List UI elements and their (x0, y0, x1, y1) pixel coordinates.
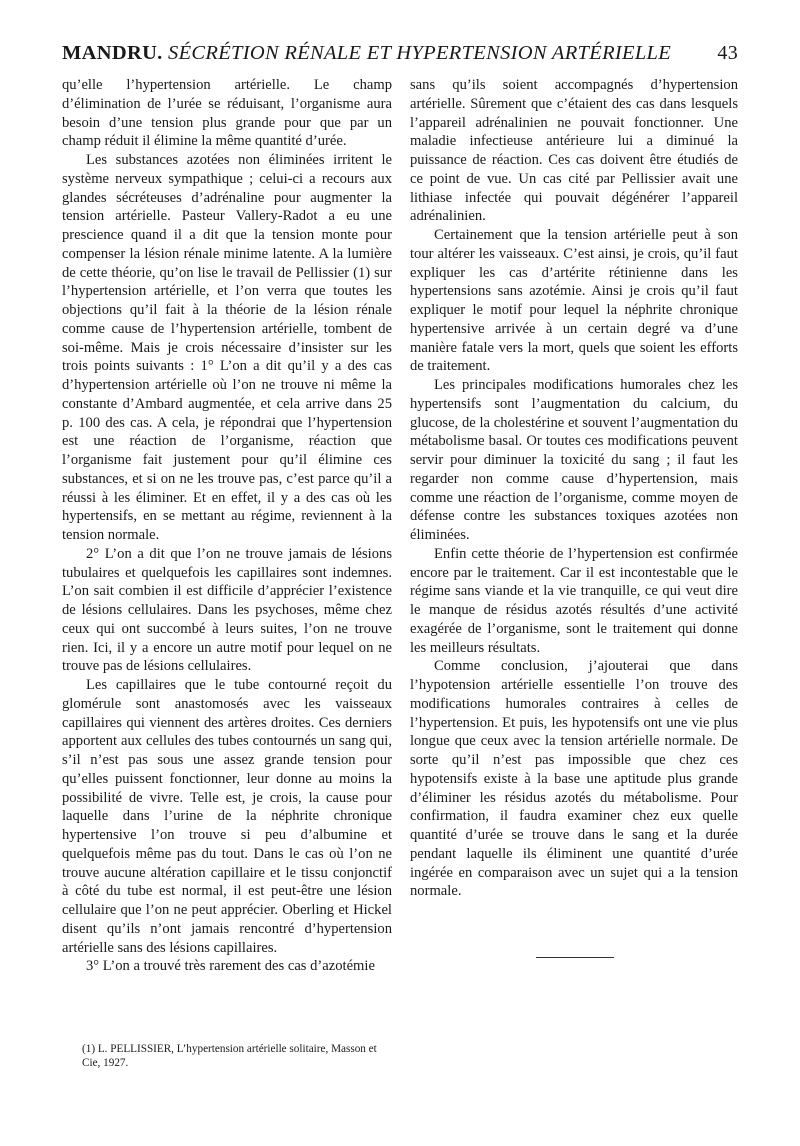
paragraph: Les principales modifications humorales chez les hypertensifs sont l’augmentation du calcium, du glucose, de la cholestérine et souvent l’augmentation du métabolisme basal. Or toutes ces modifications peuvent servir pour diminuer la toxicité du sang ; il faut les regarder non comme cause d’hypertension, mais comme une réaction de l’organisme, comme moyen de défense contre les substances toxiques azotées non éliminées. (410, 377, 738, 543)
paragraph: Enfin cette théorie de l’hypertension est confirmée encore par le traitement. Car il est incontestable que le régime sans viande et la vie tranquille, ce qui veut dire le manque de résidus azotés résultés d’une activité exagérée de l’organisme, sont le traitement qui donne les meilleurs résultats. (410, 545, 738, 656)
left-column (62, 76, 392, 976)
paragraph: Les substances azotées non éliminées irritent le système nerveux sympathique ; celui-ci a recours aux glandes sécréteuses d’adrénaline pour augmenter la tension artérielle. Pasteur Vallery-Radot a eu une prescience quand il a dit que la tension monte pour compenser la lésion rénale minime latente. A la lumière de cette théorie, qu’on lise le travail de Pellissier (1) sur l’hypertension artérielle, et l’on verra que toutes les objections qu’il fait à la théorie de la lésion rénale comme cause de l’hypertension artérielle, tombent de soi-même. Mais je crois nécessaire d’insister sur les trois points suivants : 1° L’on a dit qu’il y a des cas d’hypertension artérielle où l’on ne trouve ni même la constante d’Ambard augmentée, et cela arrive dans 25 p. 100 des cas. A cela, je répondrai que l’hypertension est une réaction de l’organisme, réaction que l’organisme fait justement pour qu’il élimine ces substances, et si on ne les trouve pas, c’est parce qu’il a réussi à les éliminer. Et en effet, il y a des cas où les hypertensifs, en se mettant au régime, reviennent à la tension normale. (62, 152, 392, 543)
paragraph: 2° L’on a dit que l’on ne trouve jamais de lésions tubulaires et quelquefois les capillaires sont indemnes. L’on sait combien il est difficile d’apprécier l’existence de lésions cellulaires. Dans les psychoses, même chez ceux qui ont succombé à leurs suites, l’on ne trouve rien. Ici, il y a encore un autre motif pour lequel on ne trouve pas de lésions cellulaires. (62, 545, 392, 675)
page-number: 43 (717, 42, 738, 64)
header-author: MANDRU. (62, 42, 163, 64)
header-title: SÉCRÉTION RÉNALE ET HYPERTENSION ARTÉRIELLE (168, 42, 672, 64)
right-column (410, 76, 738, 901)
running-header (62, 42, 738, 65)
paragraph: qu’elle l’hypertension artérielle. Le champ d’élimination de l’urée se réduisant, l’organisme aura besoin d’une tension plus grande pour que par un champ réduit il élimine la même quantité d’urée. (62, 77, 392, 150)
footnote: (1) L. PELLISSIER, L’hypertension artérielle solitaire, Masson et Cie, 1927. (82, 1043, 377, 1069)
paragraph: 3° L’on a trouvé très rarement des cas d’azotémie (86, 958, 375, 975)
paragraph: sans qu’ils soient accompagnés d’hypertension artérielle. Sûrement que c’étaient des cas dans lesquels l’appareil adrénalinien ne pouvait fonctionner. Une maladie infectieuse antérieure lui a diminué la puissance de réaction. Ces cas doivent être étudiés de ce point de vue. Un cas cité par Pellissier avait une lithiase infectée qui pouvait dégénérer l’appareil adrénalinien. (410, 77, 738, 225)
running-header-text (62, 42, 671, 65)
paragraph: Comme conclusion, j’ajouterai que dans l’hypotension artérielle essentielle l’on trouve des modifications humorales contraires à celles de l’hypertension. Et puis, les hypotensifs ont une vie plus longue que ceux avec la tension artérielle normale. De sorte qu’il n’est pas impossible que chez ces hypotensifs existe à la base une aptitude plus grande d’éliminer les résidus azotés du métabolisme. Pour confirmation, il faudra examiner chez eux quelle quantité d’urée se trouve dans le sang et la durée pendant laquelle ils éliminent une quantité d’urée ingérée en comparaison avec un sujet qui a la tension normale. (410, 658, 738, 900)
section-divider (536, 957, 614, 958)
paragraph: Certainement que la tension artérielle peut à son tour altérer les vaisseaux. C’est ainsi, je crois, qu’il faut expliquer les cas d’artérite rétinienne dans les hypertensions sans azotémie. Ainsi je crois qu’il faut expliquer le motif pour lequel la néphrite chronique hypertensive arrivée à un certain degré va d’une manière fatale vers la mort, quels que soient les efforts de traitement. (410, 227, 738, 375)
paragraph: Les capillaires que le tube contourné reçoit du glomérule sont anastomosés avec les vaisseaux capillaires qui viennent des artères droites. Ces derniers apportent aux cellules des tubes contournés un sang qui, s’il n’est pas sous une assez grande tension pour qu’elles puissent fonctionner, leur donne au moins la possibilité de vivre. Telle est, je crois, la cause pour laquelle dans l’urine de la néphrite chronique hypertensive l’on trouve si peu d’albumine et quelquefois même pas du tout. Dans le cas où l’on ne trouve aucune altération capillaire et le tissu conjonctif à côté du tube est normal, il est peut-être une lésion cellulaire que l’on ne peut apprécier. Oberling et Hickel disent qu’ils n’ont jamais rencontré d’hypertension artérielle sans des lésions capillaires. (62, 677, 392, 956)
